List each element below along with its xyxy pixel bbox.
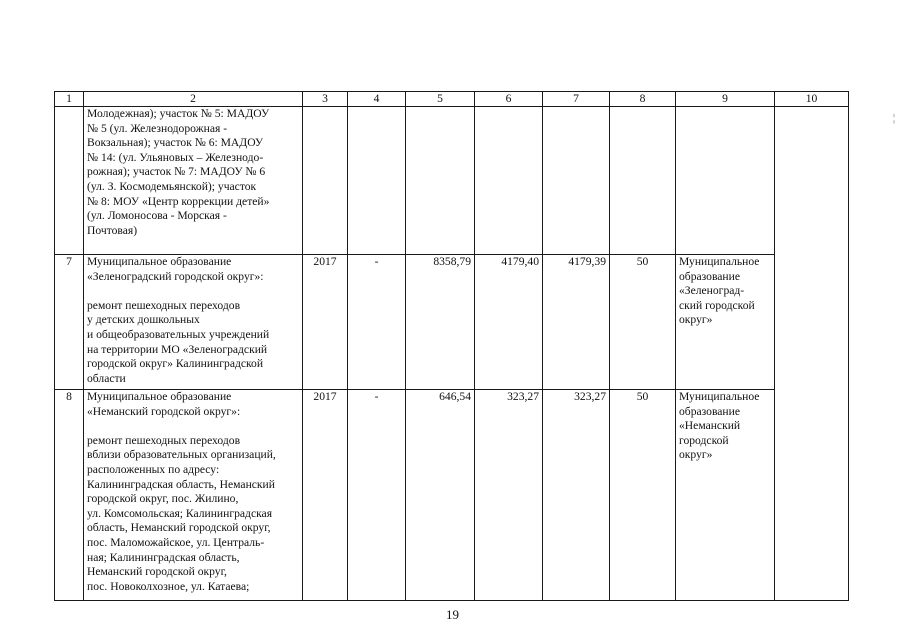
description-line: вблизи образовательных организаций, [87, 448, 276, 462]
cell-col8: 50 [610, 255, 676, 390]
table-row-8 [55, 390, 849, 601]
column-header: 7 [543, 92, 610, 107]
column-header: 10 [775, 92, 849, 107]
margin-mark: ¦ [893, 113, 896, 124]
description-line: рожная); участок № 7: МАДОУ № 6 [87, 165, 266, 179]
cell-col10 [775, 107, 849, 601]
column-header: 5 [406, 92, 475, 107]
table-row-continuation [55, 107, 849, 255]
cell-col6 [475, 107, 543, 255]
column-header: 1 [55, 92, 84, 107]
column-number-header-row [55, 92, 849, 107]
description-line: «Неманский городской округ»: [87, 404, 241, 418]
page-number: 19 [446, 607, 459, 622]
description-line: городской округ» Калининградской [87, 357, 264, 371]
column-header: 3 [303, 92, 348, 107]
description-line: пос. Маломожайское, ул. Централь- [87, 535, 265, 549]
description-line: Калининградская область, Неманский [87, 477, 275, 491]
description-line: № 14: (ул. Ульяновых – Железнодо- [87, 150, 264, 164]
description-line: ная; Калининградская область, [87, 550, 240, 564]
description-line: Почтовая) [87, 223, 138, 237]
cell-description [84, 107, 303, 255]
description-line: область, Неманский городской округ, [87, 521, 271, 535]
description-line: (ул. Ломоносова - Морская - [87, 209, 227, 223]
cell-col4 [348, 107, 406, 255]
cell-year [303, 107, 348, 255]
description-line: Молодежная); участок № 5: МАДОУ [87, 107, 270, 120]
cell-col5: 646,54 [406, 390, 475, 601]
cell-description [84, 255, 303, 390]
document-table [54, 91, 849, 601]
cell-organization [676, 107, 775, 255]
description-line: Неманский городской округ, [87, 565, 227, 579]
description-line: области [87, 371, 126, 385]
cell-year: 2017 [303, 390, 348, 601]
description-line: Муниципальное образование [87, 390, 232, 403]
organization-line: образование [679, 404, 740, 418]
description-line: Вокзальная); участок № 6: МАДОУ [87, 136, 264, 150]
column-header: 8 [610, 92, 676, 107]
organization-line: округ» [679, 448, 713, 462]
cell-col5: 8358,79 [406, 255, 475, 390]
organization-line: образование [679, 269, 740, 283]
description-line: «Зеленоградский городской округ»: [87, 269, 264, 283]
cell-col7: 4179,39 [543, 255, 610, 390]
description-line: ремонт пешеходных переходов [87, 433, 241, 447]
description-line: расположенных по адресу: [87, 462, 220, 476]
description-line: городской округ, пос. Жилино, [87, 492, 239, 506]
description-line: № 8: МОУ «Центр коррекции детей» [87, 194, 270, 208]
description-line: на территории МО «Зеленоградский [87, 342, 268, 356]
cell-col4: - [348, 390, 406, 601]
organization-line: ский городской [679, 298, 755, 312]
organization-line: «Зеленоград- [679, 284, 745, 298]
organization-line: «Неманский [679, 419, 741, 433]
column-header: 9 [676, 92, 775, 107]
table-row-7 [55, 255, 849, 390]
organization-line: округ» [679, 313, 713, 327]
cell-col4: - [348, 255, 406, 390]
description-line: у детских дошкольных [87, 313, 200, 327]
cell-col5 [406, 107, 475, 255]
cell-col6: 323,27 [475, 390, 543, 601]
description-line: и общеобразовательных учреждений [87, 327, 270, 341]
description-line: № 5 (ул. Железнодорожная - [87, 121, 228, 135]
cell-col7 [543, 107, 610, 255]
cell-col8 [610, 107, 676, 255]
description-line: пос. Новоколхозное, ул. Катаева; [87, 579, 250, 593]
cell-number: 7 [55, 255, 84, 390]
description-line: ул. Комсомольская; Калининградская [87, 506, 273, 520]
cell-col6: 4179,40 [475, 255, 543, 390]
cell-number [55, 107, 84, 255]
column-header: 2 [84, 92, 303, 107]
organization-line: Муниципальное [679, 390, 760, 403]
cell-description [84, 390, 303, 601]
cell-col8: 50 [610, 390, 676, 601]
cell-organization [676, 255, 775, 390]
column-header: 6 [475, 92, 543, 107]
organization-line: городской [679, 433, 729, 447]
organization-line: Муниципальное [679, 255, 760, 268]
cell-year: 2017 [303, 255, 348, 390]
description-line: ремонт пешеходных переходов [87, 298, 241, 312]
description-line: Муниципальное образование [87, 255, 232, 268]
column-header: 4 [348, 92, 406, 107]
cell-col7: 323,27 [543, 390, 610, 601]
cell-organization [676, 390, 775, 601]
description-line: (ул. З. Космодемьянской); участок [87, 179, 257, 193]
cell-number: 8 [55, 390, 84, 601]
